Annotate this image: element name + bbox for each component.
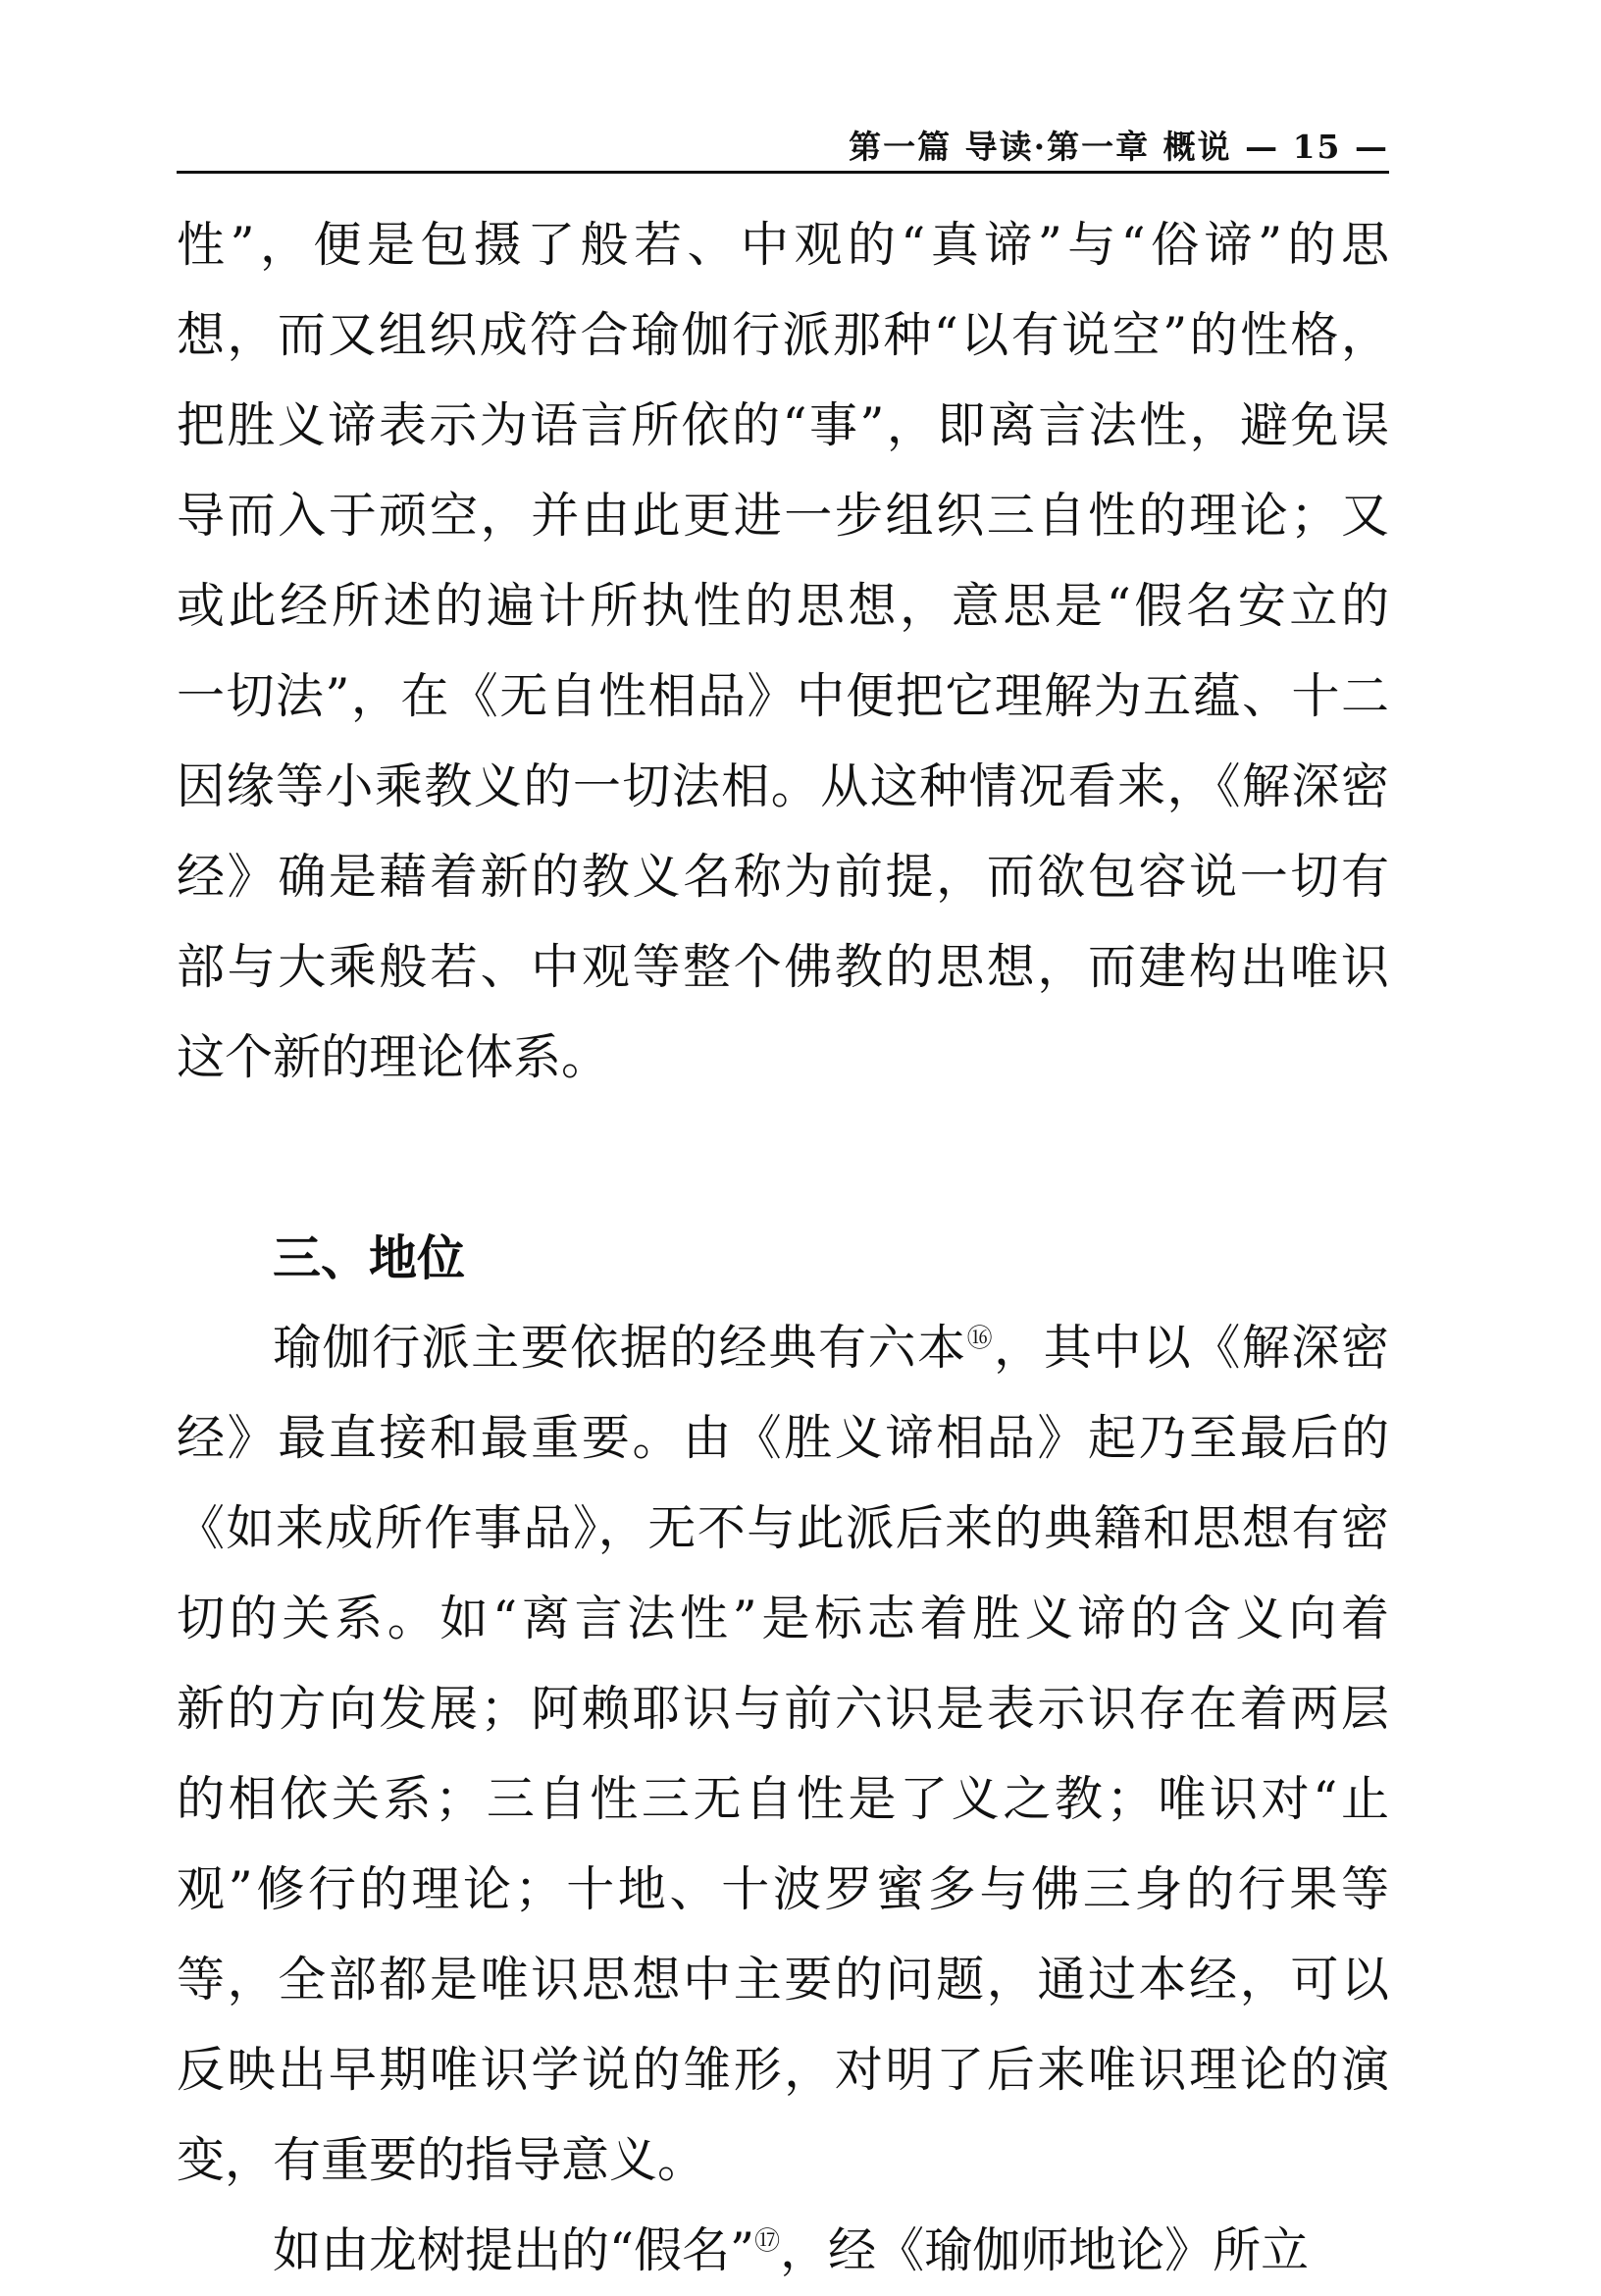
text-segment: 如由龙树提出的“假名” <box>273 2222 755 2278</box>
text-segment: ，经《瑜伽师地论》所立 <box>780 2222 1310 2278</box>
running-header <box>177 116 1389 174</box>
footnote-marker[interactable]: ⑯ <box>966 1324 995 1354</box>
section-spacer <box>177 1103 1389 1213</box>
text-line: 把胜义谛表示为语言所依的“事”，即离言法性，避免误 <box>177 397 1389 453</box>
text-segment: 瑜伽行派主要依据的经典有六本 <box>273 1320 967 1376</box>
text-line: 部与大乘般若、中观等整个佛教的思想，而建构出唯识 <box>177 939 1389 995</box>
running-title: 第一篇 导读·第一章 概说 — 15 — <box>849 128 1389 166</box>
section-heading: 三、地位 <box>273 1229 466 1286</box>
text-line: 想，而又组织成符合瑜伽行派那种“以有说空”的性格， <box>177 307 1389 363</box>
text-line: 这个新的理论体系。 <box>177 1029 610 1085</box>
text-line: 等，全部都是唯识思想中主要的问题，通过本经，可以 <box>177 1952 1389 2008</box>
paragraph-1 <box>177 200 1389 2296</box>
text-line: 因缘等小乘教义的一切法相。从这种情况看来，《解深密 <box>177 758 1389 814</box>
text-line: 的相依关系；三自性三无自性是了义之教；唯识对“止 <box>177 1771 1389 1827</box>
text-line: 一切法”，在《无自性相品》中便把它理解为五蕴、十二 <box>177 668 1389 724</box>
text-line <box>177 2206 1389 2296</box>
text-line: 观”修行的理论；十地、十波罗蜜多与佛三身的行果等 <box>177 1861 1389 1917</box>
text-line: 新的方向发展；阿赖耶识与前六识是表示识存在着两层 <box>177 1681 1389 1737</box>
text-line: 切的关系。如“离言法性”是标志着胜义谛的含义向着 <box>177 1591 1389 1646</box>
text-line: 性”，便是包摄了般若、中观的“真谛”与“俗谛”的思 <box>177 217 1389 273</box>
text-line: 变，有重要的指导意义。 <box>177 2132 706 2188</box>
text-line: 或此经所述的遍计所执性的思想，意思是“假名安立的 <box>177 578 1389 634</box>
text-segment: ，其中以《解深密 <box>994 1320 1389 1376</box>
text-line: 导而入于顽空，并由此更进一步组织三自性的理论；又 <box>177 488 1389 544</box>
text-line: 《如来成所作事品》，无不与此派后来的典籍和思想有密 <box>177 1500 1389 1556</box>
text-line: 经》确是藉着新的教义名称为前提，而欲包容说一切有 <box>177 849 1389 905</box>
text-line: 反映出早期唯识学说的雏形，对明了后来唯识理论的演 <box>177 2042 1389 2098</box>
footnote-marker[interactable]: ⑰ <box>754 2226 781 2257</box>
text-line <box>177 1303 1389 1393</box>
text-line: 经》最直接和最重要。由《胜义谛相品》起乃至最后的 <box>177 1410 1389 1466</box>
